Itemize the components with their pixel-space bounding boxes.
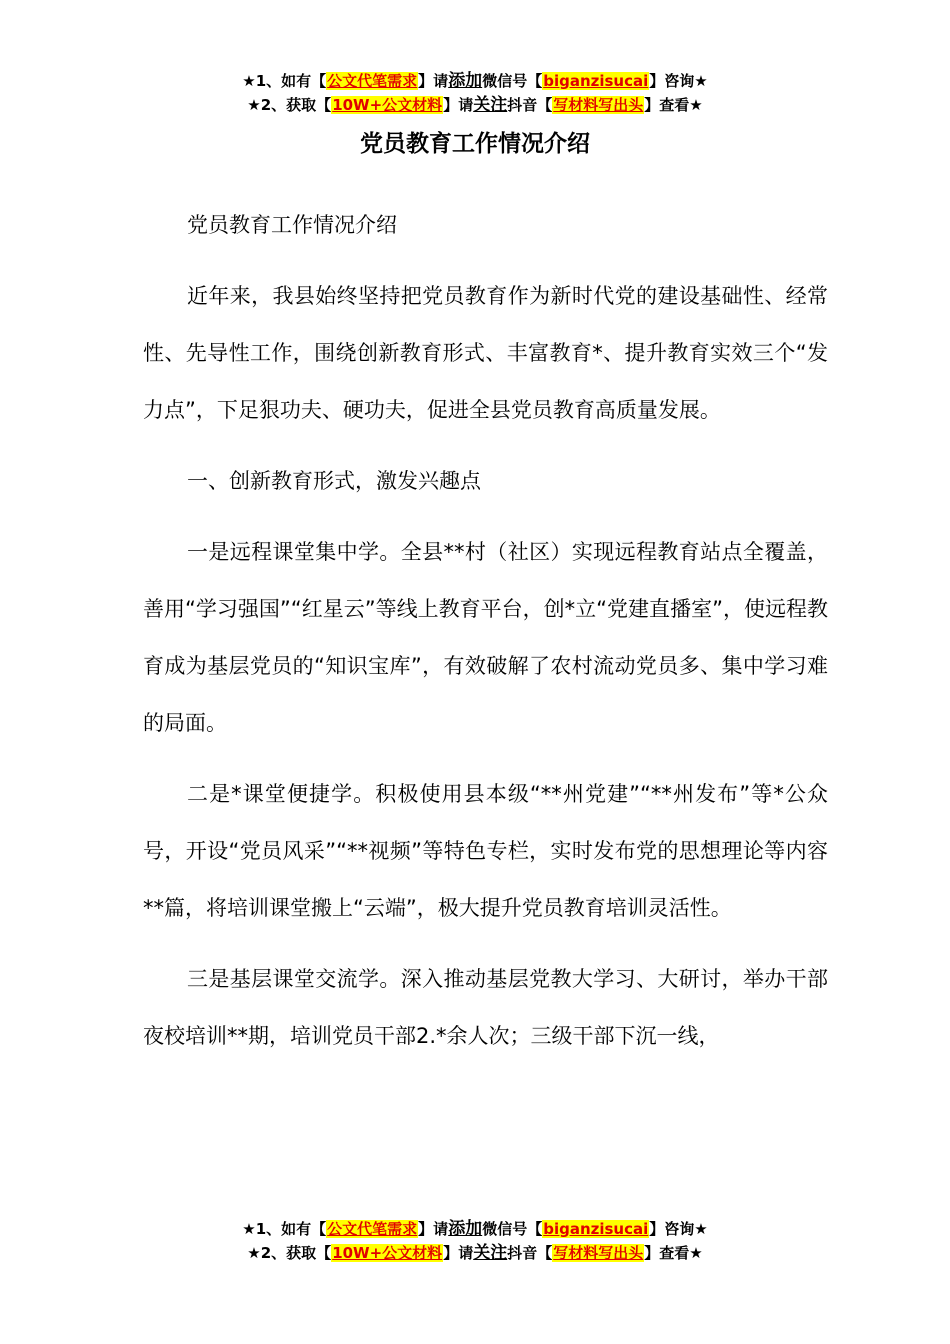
highlight-service: 公文代笔需求 bbox=[327, 72, 418, 90]
paragraph-subtitle: 党员教育工作情况介绍 bbox=[187, 213, 397, 237]
banner-line-1: ★1、如有【公文代笔需求】请添加微信号【biganzisucai】咨询★ bbox=[242, 1219, 708, 1239]
highlight-douyin-id: 写材料写出头 bbox=[553, 96, 644, 114]
highlight-materials: 10W+公文材料 bbox=[332, 96, 443, 114]
banner-line-2: ★2、获取【10W+公文材料】请关注抖音【写材料写出头】查看★ bbox=[247, 1243, 703, 1263]
paragraph-intro: 近年来，我县始终坚持把党员教育作为新时代党的建设基础性、经常性、先导性工作，围绕创新教育形式、丰富教育*、提升教育实效三个“发力点”，下足狠功夫、硬功夫，促进全县党员教育高质量发展。 bbox=[143, 284, 828, 422]
banner-line-2: ★2、获取【10W+公文材料】请关注抖音【写材料写出头】查看★ bbox=[247, 95, 703, 115]
highlight-materials: 10W+公文材料 bbox=[332, 1244, 443, 1262]
document-title: 党员教育工作情况介绍 bbox=[360, 131, 590, 157]
document-body bbox=[143, 197, 828, 1079]
footer-banner bbox=[0, 1217, 950, 1265]
header-banner bbox=[0, 69, 950, 117]
emphasis-follow: 关注 bbox=[473, 1243, 508, 1263]
highlight-douyin-id: 写材料写出头 bbox=[553, 1244, 644, 1262]
highlight-service: 公文代笔需求 bbox=[327, 1220, 418, 1238]
highlight-wechat-id: biganzisucai bbox=[543, 1220, 649, 1238]
emphasis-add: 添加 bbox=[448, 71, 483, 91]
paragraph-point-1: 一是远程课堂集中学。全县**村（社区）实现远程教育站点全覆盖，善用“学习强国”“红星云”等线上教育平台，创*立“党建直播室”，使远程教育成为基层党员的“知识宝库”，有效破解了农村流动党员多、集中学习难的局面。 bbox=[143, 540, 828, 735]
banner-line-1: ★1、如有【公文代笔需求】请添加微信号【biganzisucai】咨询★ bbox=[242, 71, 708, 91]
highlight-wechat-id: biganzisucai bbox=[543, 72, 649, 90]
paragraph-section-heading: 一、创新教育形式，激发兴趣点 bbox=[187, 469, 481, 493]
emphasis-follow: 关注 bbox=[473, 95, 508, 115]
paragraph-point-3: 三是基层课堂交流学。深入推动基层党教大学习、大研讨，举办干部夜校培训**期，培训党员干部2.*余人次；三级干部下沉一线， bbox=[143, 967, 828, 1048]
emphasis-add: 添加 bbox=[448, 1219, 483, 1239]
paragraph-point-2: 二是*课堂便捷学。积极使用县本级“**州党建”“**州发布”等*公众号，开设“党员风采”“**视频”等特色专栏，实时发布党的思想理论等内容**篇，将培训课堂搬上“云端”，极大提升党员教育培训灵活性。 bbox=[143, 782, 828, 920]
